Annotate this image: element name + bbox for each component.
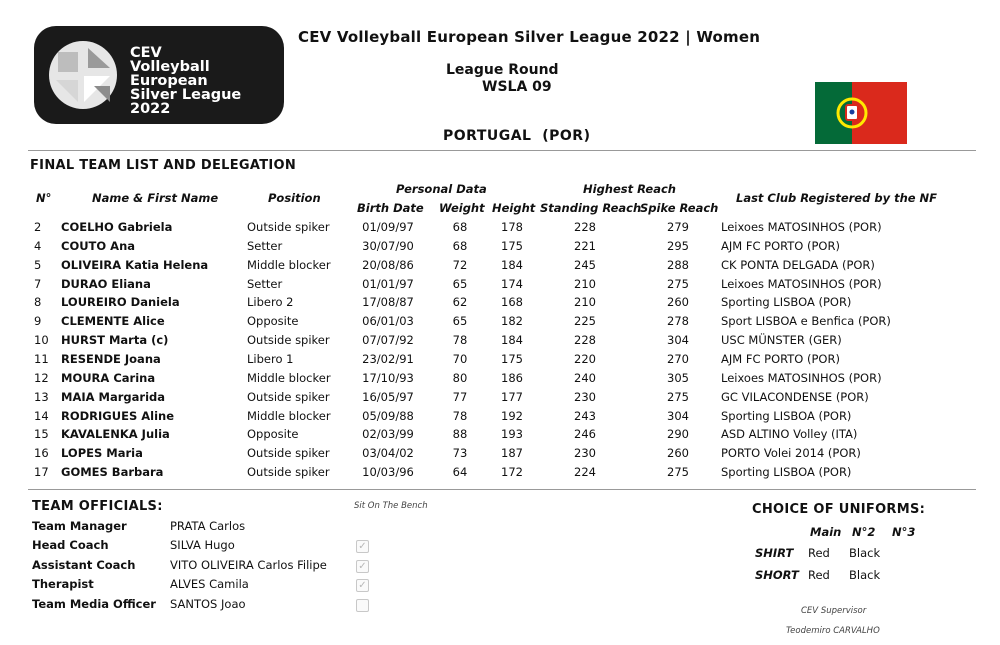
cell-spike-reach: 260: [667, 446, 689, 461]
cell-spike-reach: 304: [667, 333, 689, 348]
shirt-label: SHIRT: [755, 546, 794, 560]
col-header-last-club: Last Club Registered by the NF: [736, 191, 938, 205]
cell-name: HURST Marta (c): [61, 333, 169, 348]
cell-no: 17: [34, 465, 49, 480]
cell-standing-reach: 225: [574, 314, 596, 329]
cell-no: 2: [34, 220, 42, 234]
uniforms-title: CHOICE OF UNIFORMS:: [752, 502, 926, 517]
cell-height: 184: [501, 333, 523, 348]
bench-checkbox[interactable]: ✓: [356, 560, 369, 573]
cell-last-club: Leixoes MATOSINHOS (POR): [721, 220, 882, 234]
shirt-main: Red: [808, 546, 830, 560]
cell-name: RODRIGUES Aline: [61, 408, 175, 423]
cell-position: Opposite: [247, 314, 299, 329]
bench-label: Sit On The Bench: [354, 501, 428, 511]
cell-weight: 70: [452, 351, 468, 366]
cell-position: Outside spiker: [247, 465, 330, 480]
cell-last-club: PORTO Volei 2014 (POR): [721, 446, 861, 461]
cell-birth-date: 17/08/87: [362, 295, 414, 310]
cell-standing-reach: 246: [574, 427, 596, 442]
cell-standing-reach: 245: [574, 257, 596, 272]
cell-height: 187: [501, 446, 523, 461]
cell-standing-reach: 228: [574, 333, 596, 348]
cell-no: 8: [34, 295, 42, 310]
cell-height: 178: [501, 220, 523, 234]
cell-height: 175: [501, 351, 523, 366]
cell-birth-date: 01/01/97: [362, 276, 414, 291]
cell-last-club: Sporting LISBOA (POR): [721, 465, 852, 480]
cell-last-club: Leixoes MATOSINHOS (POR): [721, 276, 882, 291]
cell-name: DURAO Eliana: [61, 276, 151, 291]
cell-last-club: Leixoes MATOSINHOS (POR): [721, 370, 882, 385]
cell-standing-reach: 210: [574, 276, 596, 291]
cell-spike-reach: 279: [667, 220, 689, 234]
shirt-second: Black: [849, 546, 881, 560]
cell-position: Opposite: [247, 427, 299, 442]
cell-no: 7: [34, 276, 42, 291]
cell-spike-reach: 288: [667, 257, 689, 272]
cell-no: 4: [34, 238, 42, 253]
col-header-position: Position: [268, 191, 321, 205]
cell-height: 172: [501, 465, 523, 480]
cell-name: KAVALENKA Julia: [61, 427, 170, 442]
bench-checkbox[interactable]: ✓: [356, 579, 369, 592]
cell-standing-reach: 210: [574, 295, 596, 310]
cell-last-club: Sport LISBOA e Benfica (POR): [721, 314, 891, 329]
cell-birth-date: 17/10/93: [362, 370, 414, 385]
official-role: Head Coach: [32, 538, 109, 553]
cell-no: 9: [34, 314, 42, 329]
official-name: SILVA Hugo: [170, 538, 235, 553]
cell-no: 10: [34, 333, 49, 348]
col-header-no: N°: [36, 191, 52, 205]
cell-spike-reach: 270: [667, 351, 689, 366]
cell-weight: 62: [452, 295, 468, 310]
cell-weight: 77: [452, 389, 468, 404]
cell-position: Middle blocker: [247, 257, 331, 272]
portugal-flag-icon: [815, 82, 907, 144]
col-header-height: Height: [492, 201, 536, 215]
uniform-col-2: N°2: [852, 525, 876, 539]
cell-height: 193: [501, 427, 523, 442]
cell-height: 184: [501, 257, 523, 272]
supervisor-name: Teodemiro CARVALHO: [786, 626, 880, 636]
short-second: Black: [849, 568, 881, 582]
cell-birth-date: 07/07/92: [362, 333, 414, 348]
cell-spike-reach: 305: [667, 370, 689, 385]
cell-position: Setter: [247, 238, 283, 253]
short-main: Red: [808, 568, 830, 582]
uniform-col-3: N°3: [892, 525, 916, 539]
official-name: VITO OLIVEIRA Carlos Filipe: [170, 557, 327, 572]
cell-height: 177: [501, 389, 523, 404]
cell-weight: 64: [452, 465, 468, 480]
cell-weight: 88: [452, 427, 468, 442]
cell-name: OLIVEIRA Katia Helena: [61, 257, 209, 272]
cell-spike-reach: 290: [667, 427, 689, 442]
cell-last-club: USC MÜNSTER (GER): [721, 333, 842, 348]
cell-standing-reach: 230: [574, 446, 596, 461]
cell-name: LOPES Maria: [61, 446, 143, 461]
cell-name: RESENDE Joana: [61, 351, 161, 366]
col-header-highest-reach: Highest Reach: [583, 182, 676, 196]
cell-birth-date: 23/02/91: [362, 351, 414, 366]
cell-birth-date: 06/01/03: [362, 314, 414, 329]
cell-standing-reach: 224: [574, 465, 596, 480]
col-header-standing-reach: Standing Reach: [540, 201, 642, 215]
official-name: SANTOS Joao: [170, 596, 246, 611]
logo-mark-icon: [48, 40, 118, 110]
cell-last-club: AJM FC PORTO (POR): [721, 238, 840, 253]
col-header-spike-reach: Spike Reach: [640, 201, 719, 215]
logo-line-silver: Silver League: [130, 87, 242, 103]
cell-name: LOUREIRO Daniela: [61, 295, 180, 310]
round-label: League Round: [446, 62, 559, 78]
cell-last-club: Sporting LISBOA (POR): [721, 408, 852, 423]
cell-last-club: Sporting LISBOA (POR): [721, 295, 852, 310]
cell-birth-date: 03/04/02: [362, 446, 414, 461]
cell-standing-reach: 243: [574, 408, 596, 423]
supervisor-label: CEV Supervisor: [801, 606, 867, 616]
cell-position: Libero 2: [247, 295, 294, 310]
cell-standing-reach: 230: [574, 389, 596, 404]
cell-birth-date: 20/08/86: [362, 257, 414, 272]
cell-weight: 65: [452, 276, 468, 291]
cell-position: Outside spiker: [247, 446, 330, 461]
cell-position: Outside spiker: [247, 389, 330, 404]
cell-birth-date: 16/05/97: [362, 389, 414, 404]
bench-checkbox[interactable]: [356, 599, 369, 612]
cell-position: Setter: [247, 276, 283, 291]
official-role: Team Media Officer: [32, 596, 156, 611]
officials-title: TEAM OFFICIALS:: [32, 499, 163, 514]
cell-standing-reach: 221: [574, 238, 596, 253]
cell-spike-reach: 260: [667, 295, 689, 310]
col-header-weight: Weight: [439, 201, 485, 215]
cell-no: 16: [34, 446, 49, 461]
cell-height: 186: [501, 370, 523, 385]
cell-weight: 73: [452, 446, 468, 461]
cell-last-club: GC VILACONDENSE (POR): [721, 389, 869, 404]
cell-spike-reach: 275: [667, 465, 689, 480]
cell-height: 192: [501, 408, 523, 423]
cell-standing-reach: 220: [574, 351, 596, 366]
cell-name: MOURA Carina: [61, 370, 156, 385]
cell-birth-date: 10/03/96: [362, 465, 414, 480]
section-title: FINAL TEAM LIST AND DELEGATION: [30, 158, 297, 173]
logo-line-year: 2022: [130, 101, 171, 117]
cev-silver-league-logo: [34, 26, 284, 124]
cell-weight: 78: [452, 408, 468, 423]
cell-height: 174: [501, 276, 523, 291]
cell-position: Outside spiker: [247, 220, 330, 234]
logo-line-cev: CEV: [130, 45, 162, 61]
col-header-name: Name & First Name: [92, 191, 219, 205]
logo-text: [130, 46, 284, 116]
cell-last-club: ASD ALTINO Volley (ITA): [721, 427, 858, 442]
cell-no: 14: [34, 408, 49, 423]
official-role: Assistant Coach: [32, 557, 136, 572]
cell-last-club: CK PONTA DELGADA (POR): [721, 257, 875, 272]
cell-position: Outside spiker: [247, 333, 330, 348]
round-info: [446, 62, 559, 96]
short-label: SHORT: [755, 568, 799, 582]
cell-spike-reach: 278: [667, 314, 689, 329]
cell-height: 175: [501, 238, 523, 253]
col-header-personal-data: Personal Data: [396, 182, 487, 196]
cell-weight: 78: [452, 333, 468, 348]
cell-height: 168: [501, 295, 523, 310]
cell-weight: 65: [452, 314, 468, 329]
cell-position: Libero 1: [247, 351, 294, 366]
uniform-col-main: Main: [810, 525, 842, 539]
header-divider: [28, 150, 976, 151]
cell-name: COUTO Ana: [61, 238, 136, 253]
cell-no: 5: [34, 257, 42, 272]
official-name: PRATA Carlos: [170, 519, 246, 533]
cell-spike-reach: 275: [667, 389, 689, 404]
cell-position: Middle blocker: [247, 408, 331, 423]
cell-position: Middle blocker: [247, 370, 331, 385]
cell-birth-date: 30/07/90: [362, 238, 414, 253]
bench-checkbox[interactable]: ✓: [356, 540, 369, 553]
logo-line-volleyball: Volleyball European: [130, 59, 210, 89]
cell-standing-reach: 240: [574, 370, 596, 385]
official-role: Therapist: [32, 577, 94, 592]
cell-spike-reach: 304: [667, 408, 689, 423]
cell-weight: 80: [452, 370, 468, 385]
cell-no: 15: [34, 427, 49, 442]
cell-name: CLEMENTE Alice: [61, 314, 165, 329]
cell-weight: 68: [452, 220, 468, 234]
cell-birth-date: 05/09/88: [362, 408, 414, 423]
match-code: WSLA 09: [482, 79, 552, 95]
cell-name: MAIA Margarida: [61, 389, 165, 404]
page-title: CEV Volleyball European Silver League 2022 | Women: [298, 28, 761, 46]
cell-birth-date: 01/09/97: [362, 220, 414, 234]
col-header-birth-date: Birth Date: [357, 201, 424, 215]
official-name: ALVES Camila: [170, 577, 249, 592]
cell-weight: 72: [452, 257, 468, 272]
cell-standing-reach: 228: [574, 220, 596, 234]
country-name: PORTUGAL (POR): [443, 128, 591, 144]
cell-no: 12: [34, 370, 49, 385]
table-divider: [28, 489, 976, 490]
cell-no: 11: [34, 351, 49, 366]
cell-name: GOMES Barbara: [61, 465, 164, 480]
cell-spike-reach: 275: [667, 276, 689, 291]
cell-height: 182: [501, 314, 523, 329]
cell-birth-date: 02/03/99: [362, 427, 414, 442]
cell-name: COELHO Gabriela: [61, 220, 173, 234]
cell-weight: 68: [452, 238, 468, 253]
cell-last-club: AJM FC PORTO (POR): [721, 351, 840, 366]
cell-spike-reach: 295: [667, 238, 689, 253]
cell-no: 13: [34, 389, 49, 404]
official-role: Team Manager: [32, 519, 127, 533]
